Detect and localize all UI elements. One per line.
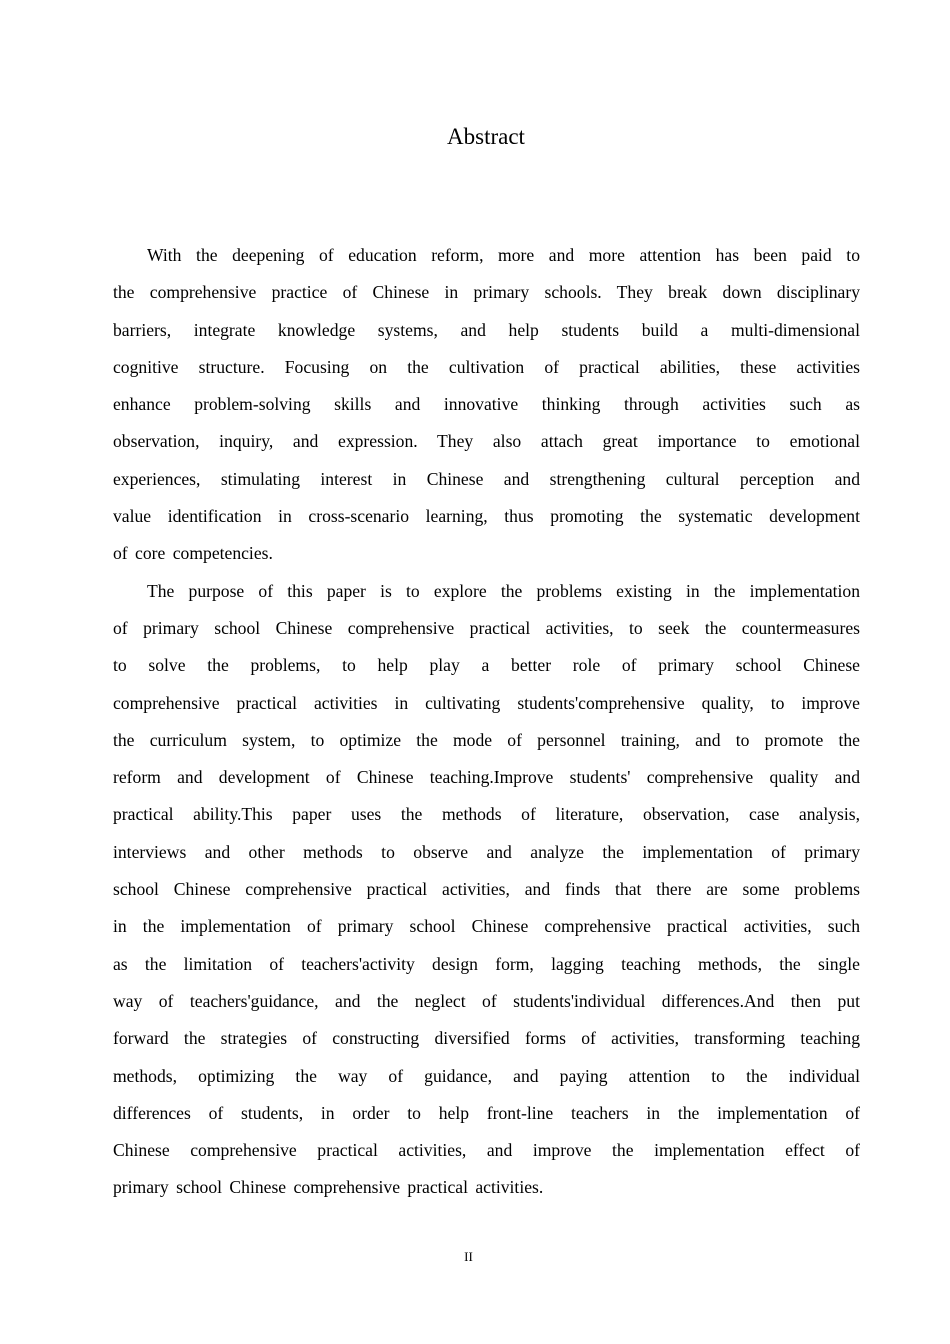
paragraph-line: school Chinese comprehensive practical activities, and finds that there are some problems (113, 879, 860, 900)
paragraph-line: With the deepening of education reform, more and more attention has been paid to (147, 245, 860, 265)
paragraph-line: as the limitation of teachers'activity design form, lagging teaching methods, the single (113, 953, 860, 974)
paragraph-line: methods, optimizing the way of guidance, and paying attention to the individual (113, 1065, 860, 1086)
paragraph-line: forward the strategies of constructing diversified forms of activities, transforming teaching (113, 1028, 860, 1049)
paragraph-line: the curriculum system, to optimize the mode of personnel training, and to promote the (113, 729, 860, 750)
paragraph-line: value identification in cross-scenario learning, thus promoting the systematic development (113, 506, 860, 527)
paragraph-line: differences of students, in order to help front-line teachers in the implementation of (113, 1102, 860, 1123)
paragraph-line: cognitive structure. Focusing on the cultivation of practical abilities, these activities (113, 356, 860, 377)
paragraph-line: barriers, integrate knowledge systems, and help students build a multi-dimensional (113, 319, 860, 340)
paragraph-line: enhance problem-solving skills and innovative thinking through activities such as (113, 394, 860, 415)
paragraph-line: interviews and other methods to observe and analyze the implementation of primary (113, 841, 860, 862)
paragraph-line: the comprehensive practice of Chinese in primary schools. They break down disciplinary (113, 282, 860, 303)
paragraph-line: comprehensive practical activities in cultivating students'comprehensive quality, to improve (113, 692, 860, 713)
paragraph-line: observation, inquiry, and expression. They also attach great importance to emotional (113, 431, 860, 452)
paragraph-line: in the implementation of primary school Chinese comprehensive practical activities, such (113, 916, 860, 937)
page-title: Abstract (447, 124, 525, 149)
paragraph-line: Chinese comprehensive practical activities, and improve the implementation effect of (113, 1140, 860, 1161)
paragraph-line: of primary school Chinese comprehensive practical activities, to seek the countermeasures (113, 617, 860, 638)
paragraph-line: primary school Chinese comprehensive practical activities. (113, 1177, 544, 1198)
paragraph-line: of core competencies. (113, 543, 273, 564)
page-number: II (464, 1249, 473, 1264)
paragraph-line: to solve the problems, to help play a better role of primary school Chinese (113, 655, 860, 676)
paragraph-line: way of teachers'guidance, and the neglect of students'individual differences.And then put (113, 990, 860, 1011)
abstract-body (113, 241, 860, 1211)
paragraph-line: The purpose of this paper is to explore the problems existing in the implementation (147, 580, 860, 601)
paragraph-line: experiences, stimulating interest in Chinese and strengthening cultural perception and (113, 468, 860, 489)
paragraph-line: practical ability.This paper uses the methods of literature, observation, case analysis, (113, 804, 860, 825)
paragraph-line: reform and development of Chinese teaching.Improve students' comprehensive quality and (113, 767, 860, 788)
